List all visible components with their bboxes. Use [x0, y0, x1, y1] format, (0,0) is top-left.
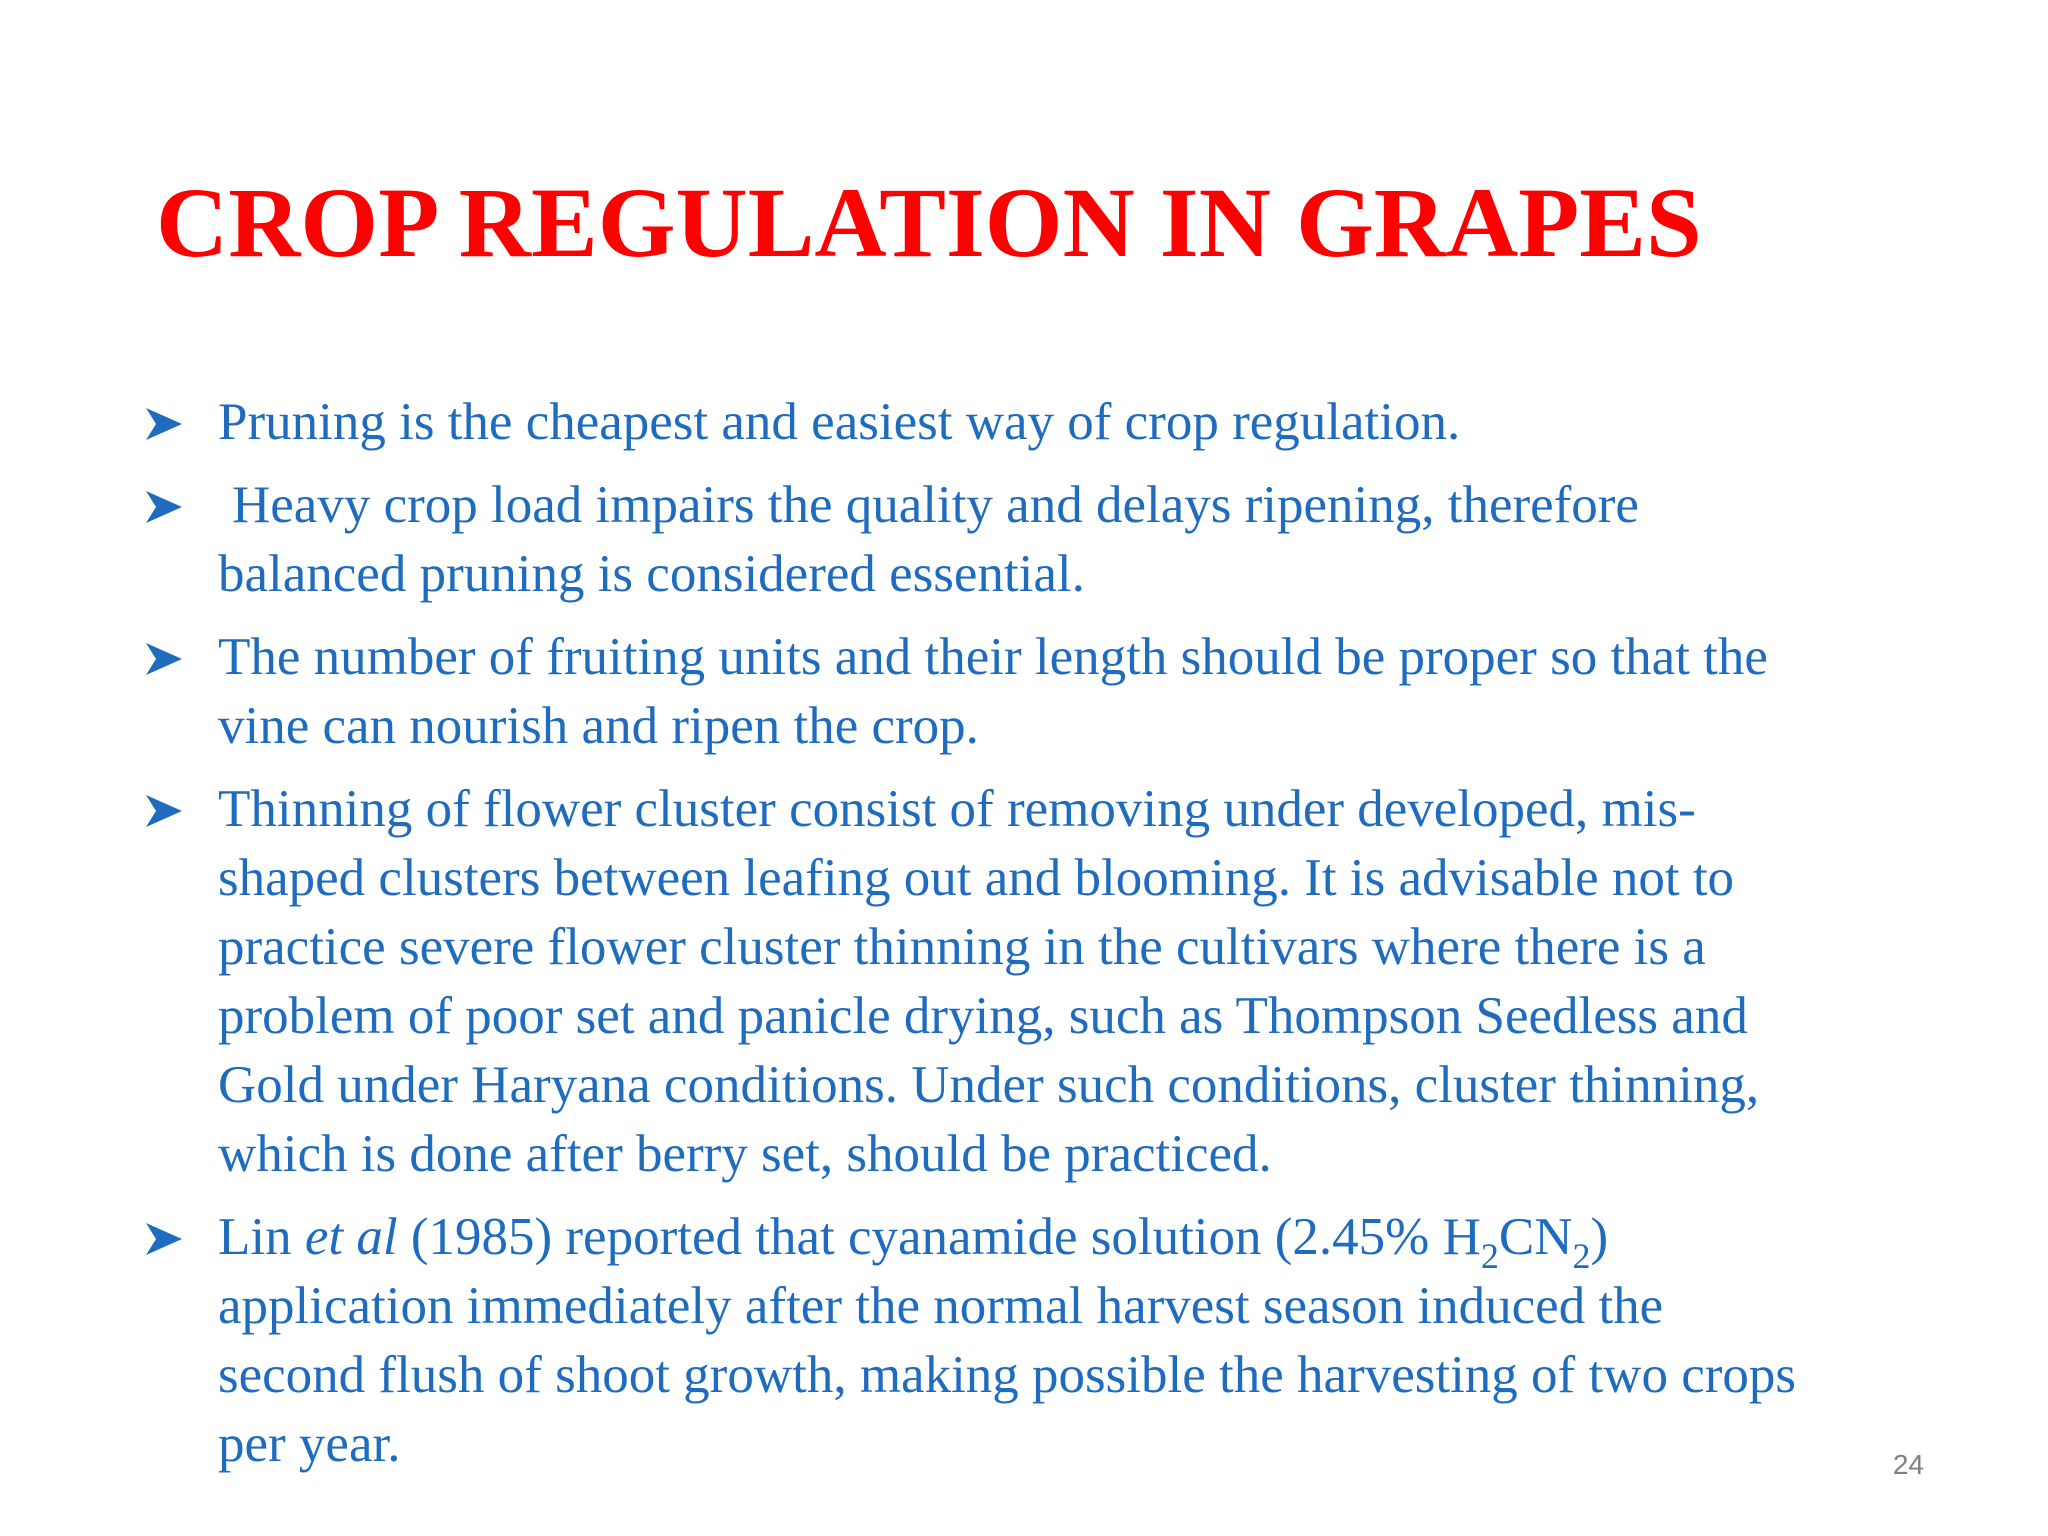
- bullet-text: [218, 471, 1920, 609]
- bullet-item: [140, 775, 1920, 1189]
- arrowhead-bullet-icon: [142, 1203, 186, 1272]
- bullet-text: Pruning is the cheapest and easiest way of crop regulation.: [218, 393, 1461, 451]
- slide-title: CROP REGULATION IN GRAPES: [156, 167, 1702, 278]
- arrowhead-bullet-icon: [142, 388, 186, 457]
- bullet-line: shaped clusters between leafing out and blooming. It is advisable not to: [218, 849, 1735, 907]
- bullet-line: Gold under Haryana conditions. Under such conditions, cluster thinning,: [218, 1056, 1760, 1114]
- formula-subscript: 2: [1572, 1236, 1591, 1276]
- bullet-line: application immediately after the normal harvest season induced the: [218, 1277, 1664, 1335]
- bullet-text: [218, 623, 1920, 761]
- citation-et-al: et al: [304, 1208, 398, 1266]
- arrowhead-bullet-icon: [142, 775, 186, 844]
- formula-text: CN: [1498, 1208, 1573, 1266]
- formula-subscript: 2: [1480, 1236, 1499, 1276]
- bullet-text: [218, 775, 1920, 1189]
- bullet-text: [218, 1203, 1920, 1479]
- page-number: 24: [1892, 1449, 1924, 1480]
- arrowhead-bullet-icon: [142, 623, 186, 692]
- bullet-item: [140, 471, 1920, 609]
- bullet-line: [218, 1203, 1920, 1276]
- citation-text: (1985) reported that cyanamide solution (2.45% H: [397, 1208, 1481, 1266]
- bullet-line: problem of poor set and panicle drying, such as Thompson Seedless and: [218, 987, 1748, 1045]
- bullet-line: practice severe flower cluster thinning in the cultivars where there is a: [218, 918, 1706, 976]
- bullet-line: The number of fruiting units and their length should be proper so that the: [218, 628, 1768, 686]
- arrowhead-bullet-icon: [142, 471, 186, 540]
- bullet-item: [140, 623, 1920, 761]
- bullet-line: second flush of shoot growth, making possible the harvesting of two crops: [218, 1346, 1796, 1404]
- formula-close: ): [1590, 1208, 1609, 1266]
- bullet-item: [140, 388, 1920, 457]
- citation-author: Lin: [218, 1208, 305, 1266]
- bullet-item: [140, 1203, 1920, 1479]
- bullet-line: vine can nourish and ripen the crop.: [218, 697, 979, 755]
- bullet-line: Thinning of flower cluster consist of removing under developed, mis-: [218, 780, 1696, 838]
- bullet-line: Heavy crop load impairs the quality and delays ripening, therefore: [232, 476, 1639, 534]
- bullet-line: which is done after berry set, should be practiced.: [218, 1125, 1272, 1183]
- bullet-list: [140, 388, 1920, 1493]
- bullet-line: per year.: [218, 1415, 401, 1473]
- bullet-line: balanced pruning is considered essential.: [218, 545, 1085, 603]
